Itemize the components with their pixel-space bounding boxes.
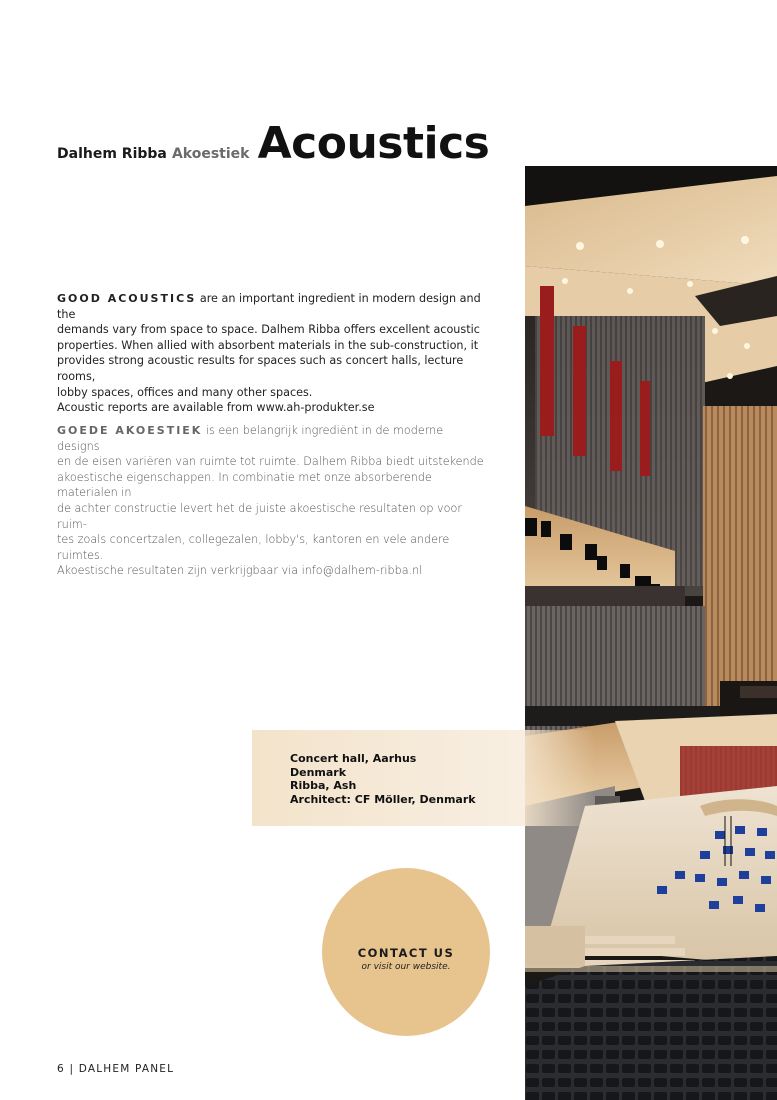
dutch-line-6: Akoestische resultaten zijn verkrijgbaar via info@dalhem-ribba.nl	[57, 564, 423, 578]
dutch-lead: GOEDE AKOESTIEK	[57, 424, 203, 437]
footer-separator: |	[69, 1063, 75, 1075]
footer-label: DALHEM PANEL	[78, 1063, 175, 1075]
page-title: Acoustics	[257, 118, 490, 169]
dutch-paragraph	[57, 423, 489, 579]
english-lead: GOOD ACOUSTICS	[57, 292, 197, 305]
caption-product: Ribba, Ash	[290, 779, 357, 792]
english-line-4: provides strong acoustic results for spaces such as concert halls, lecture rooms,	[57, 354, 464, 383]
dutch-line-4: de achter constructie levert het de juiste akoestische resultaten op voor ruim-	[57, 501, 462, 531]
contact-us-button[interactable]	[322, 868, 490, 1036]
english-paragraph	[57, 291, 489, 416]
caption-country: Denmark	[290, 765, 347, 779]
dutch-line-5: tes zoals concertzalen, collegezalen, lobby's, kantoren en vele andere ruimtes.	[57, 533, 450, 562]
photo-caption	[252, 730, 525, 826]
english-line-1: are an important ingredient in modern design and the	[57, 292, 481, 321]
caption-architect: Architect: CF Möller, Denmark	[290, 792, 476, 806]
english-line-5: lobby spaces, offices and many other spaces.	[57, 385, 313, 399]
contact-title: CONTACT US	[357, 946, 455, 960]
brand-name: Dalhem Ribba	[57, 146, 167, 162]
caption-text	[290, 752, 476, 806]
caption-fade	[525, 730, 595, 826]
dutch-line-3: akoestische eigenschappen. In combinatie met onze absorberende materialen in	[57, 470, 432, 500]
page-number: 6	[57, 1063, 65, 1075]
english-line-2: demands vary from space to space. Dalhem Ribba offers excellent acoustic	[57, 323, 480, 337]
english-line-3: properties. When allied with absorbent materials in the sub-construction, it	[57, 338, 479, 352]
contact-subtitle: or visit our website.	[361, 962, 451, 972]
page-header	[57, 118, 489, 169]
page-footer	[57, 1063, 174, 1075]
dutch-line-1: is een belangrijk ingrediënt in de moderne designs	[57, 424, 444, 453]
concert-hall-photo	[525, 166, 777, 1100]
caption-location: Concert hall, Aarhus	[290, 752, 417, 765]
dutch-line-2: en de eisen variëren van ruimte tot ruimte. Dalhem Ribba biedt uitstekende	[57, 455, 484, 469]
english-line-6: Acoustic reports are available from www.ah-produkter.se	[57, 401, 375, 415]
brand-subtitle: Akoestiek	[171, 146, 250, 162]
